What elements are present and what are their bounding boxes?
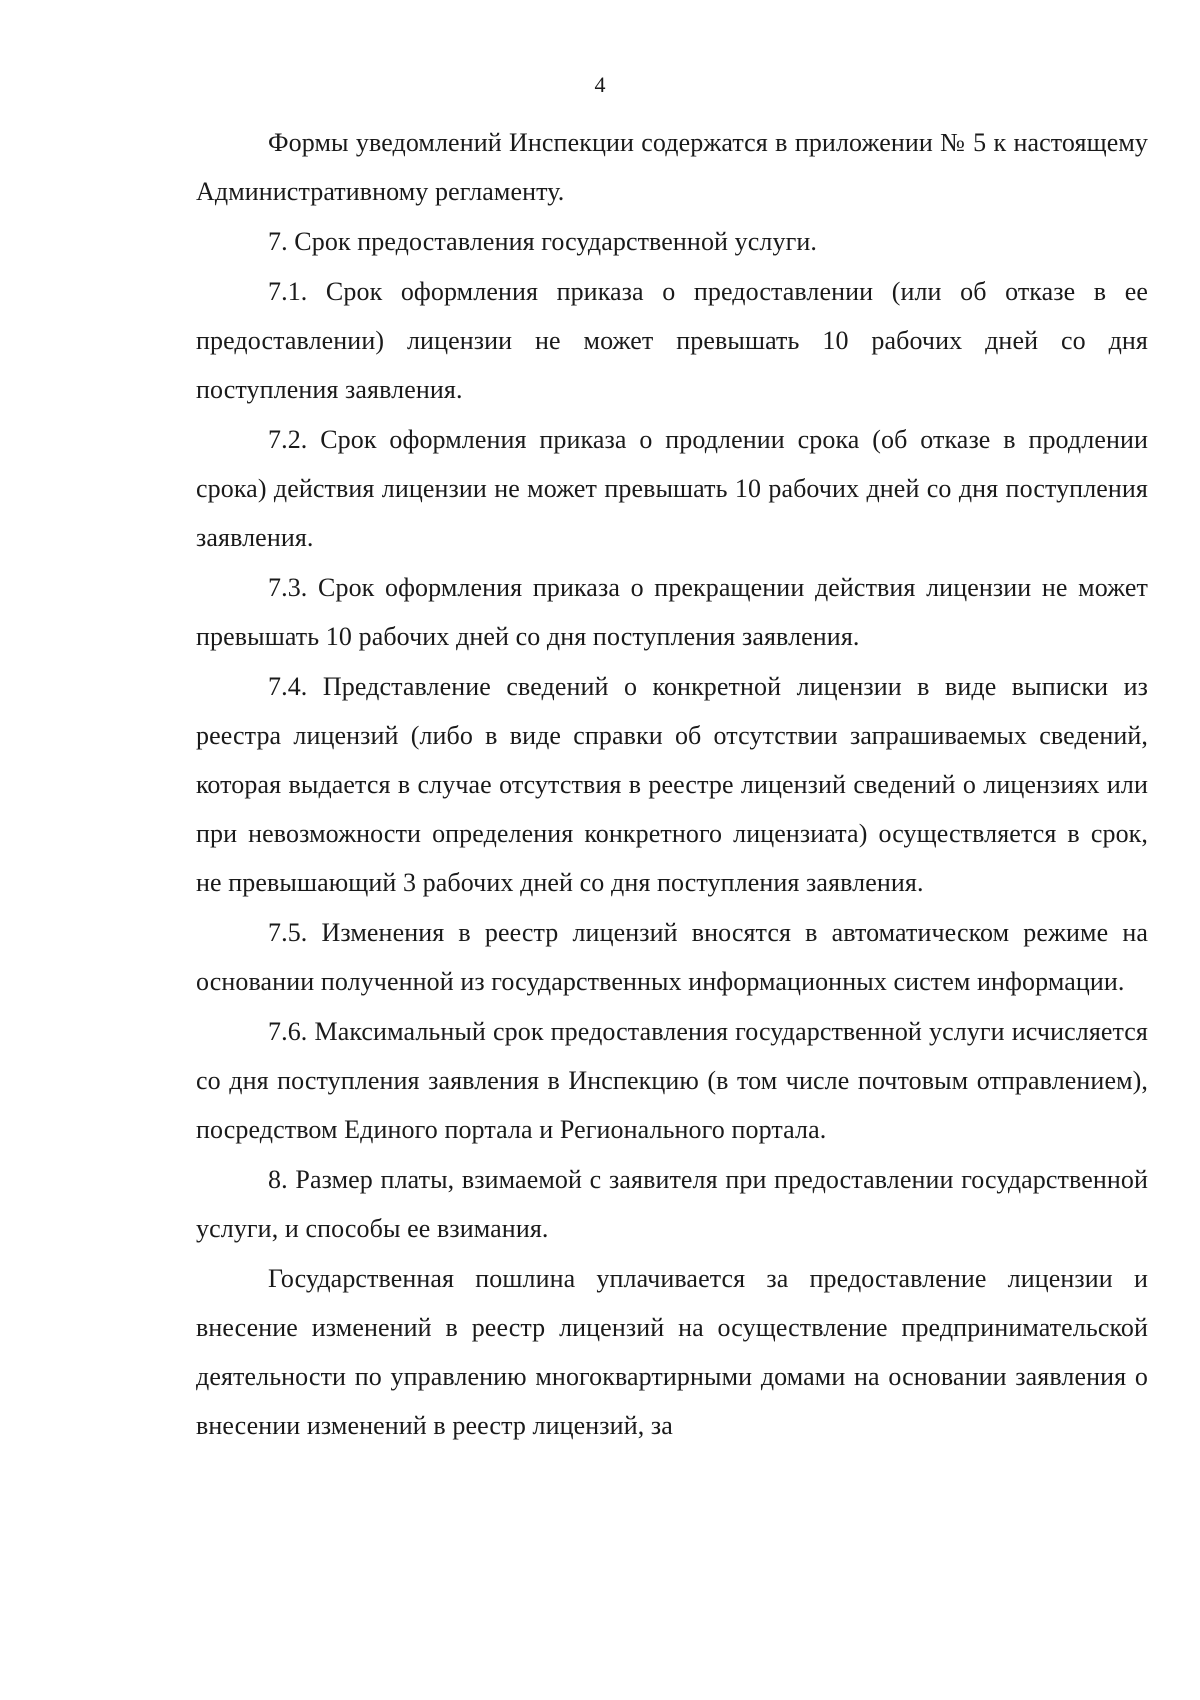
paragraph-7-6: 7.6. Максимальный срок предоставления государственной услуги исчисляется со дня поступления заявления в Инспекцию (в том числе почтовым отправлением), посредством Единого портала и Регионального портала. — [196, 1017, 1148, 1144]
paragraph-7-2: 7.2. Срок оформления приказа о продлении срока (об отказе в продлении срока) действия лицензии не может превышать 10 рабочих дней со дня поступления заявления. — [196, 425, 1148, 552]
paragraph-section-8-heading: 8. Размер платы, взимаемой с заявителя при предоставлении государственной услуги, и способы ее взимания. — [196, 1165, 1148, 1243]
paragraph-state-duty: Государственная пошлина уплачивается за предоставление лицензии и внесение изменений в реестр лицензий на осуществление предпринимательской деятельности по управлению многоквартирными домами на основании заявления о внесении изменений в реестр лицензий, за — [196, 1264, 1148, 1440]
paragraph-section-7-heading: 7. Срок предоставления государственной услуги. — [268, 227, 817, 256]
page-number: 4 — [594, 72, 606, 97]
paragraph-7-5: 7.5. Изменения в реестр лицензий вносятся в автоматическом режиме на основании полученной из государственных информационных систем информации. — [196, 918, 1148, 996]
paragraph-notification-forms: Формы уведомлений Инспекции содержатся в приложении № 5 к настоящему Административному регламенту. — [196, 128, 1148, 206]
document-body — [196, 118, 1148, 1451]
paragraph-7-3: 7.3. Срок оформления приказа о прекращении действия лицензии не может превышать 10 рабочих дней со дня поступления заявления. — [196, 573, 1148, 651]
paragraph-7-4: 7.4. Представление сведений о конкретной лицензии в виде выписки из реестра лицензий (либо в виде справки об отсутствии запрашиваемых сведений, которая выдается в случае отсутствия в реестре лицензий сведений о лицензиях или при невозможности определения конкретного лицензиата) осуществляется в срок, не превышающий 3 рабочих дней со дня поступления заявления. — [196, 672, 1148, 897]
paragraph-7-1: 7.1. Срок оформления приказа о предоставлении (или об отказе в ее предоставлении) лицензии не может превышать 10 рабочих дней со дня поступления заявления. — [196, 277, 1148, 404]
